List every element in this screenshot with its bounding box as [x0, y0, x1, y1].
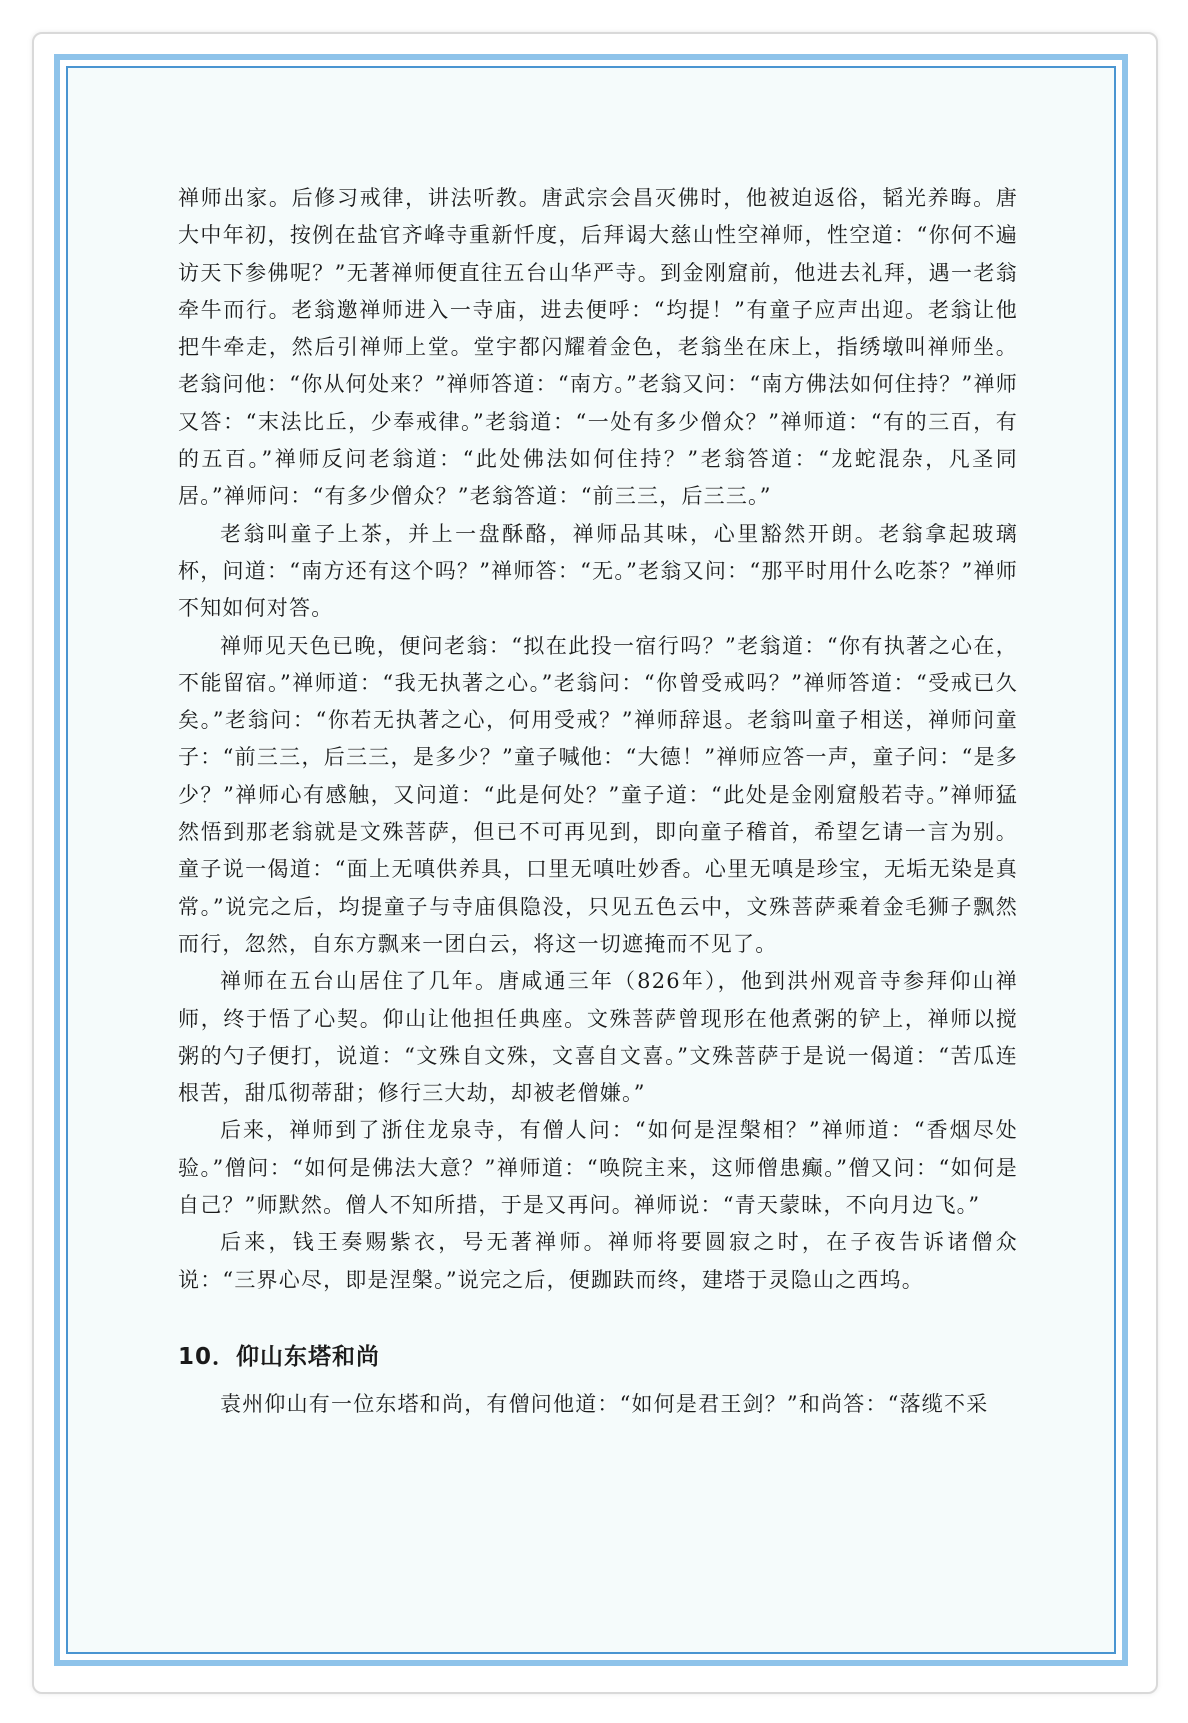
document-body: [178, 180, 1018, 1424]
paragraph: 后来，禅师到了浙住龙泉寺，有僧人问：“如何是涅槃相？”禅师道：“香烟尽处验。”僧问：“如何是佛法大意？”禅师道：“唤院主来，这师僧患癫。”僧又问：“如何是自己？”师默然。僧人不知所措，于是又再问。禅师说：“青天蒙昧，不向月边飞。”: [178, 1118, 1018, 1218]
paragraph: 禅师出家。后修习戒律，讲法听教。唐武宗会昌灭佛时，他被迫返俗，韬光养晦。唐大中年初，按例在盐官齐峰寺重新忏度，后拜谒大慈山性空禅师，性空道：“你何不遍访天下参佛呢？”无著禅师便直往五台山华严寺。到金刚窟前，他进去礼拜，遇一老翁牵牛而行。老翁邀禅师进入一寺庙，进去便呼：“均提！”有童子应声出迎。老翁让他把牛牵走，然后引禅师上堂。堂宇都闪耀着金色，老翁坐在床上，指绣墩叫禅师坐。老翁问他：“你从何处来？”禅师答道：“南方。”老翁又问：“南方佛法如何住持？”禅师又答：“末法比丘，少奉戒律。”老翁道：“一处有多少僧众？”禅师道：“有的三百，有的五百。”禅师反问老翁道：“此处佛法如何住持？”老翁答道：“龙蛇混杂，凡圣同居。”禅师问：“有多少僧众？”老翁答道：“前三三，后三三。”: [178, 186, 1018, 509]
paragraph: 禅师在五台山居住了几年。唐咸通三年（826年），他到洪州观音寺参拜仰山禅师，终于悟了心契。仰山让他担任典座。文殊菩萨曾现形在他煮粥的铲上，禅师以搅粥的勺子便打，说道：“文殊自文殊，文喜自文喜。”文殊菩萨于是说一偈道：“苦瓜连根苦，甜瓜彻蒂甜；修行三大劫，却被老僧嫌。”: [178, 969, 1018, 1106]
paragraph: 袁州仰山有一位东塔和尚，有僧问他道：“如何是君王剑？”和尚答：“落缆不采: [220, 1392, 989, 1417]
paragraph: 后来，钱王奏赐紫衣，号无著禅师。禅师将要圆寂之时，在子夜告诉诸僧众说：“三界心尽，即是涅槃。”说完之后，便跏趺而终，建塔于灵隐山之西坞。: [178, 1230, 1018, 1292]
paragraph: 禅师见天色已晚，便问老翁：“拟在此投一宿行吗？”老翁道：“你有执著之心在，不能留宿。”禅师道：“我无执著之心。”老翁问：“你曾受戒吗？”禅师答道：“受戒已久矣。”老翁问：“你若无执著之心，何用受戒？”禅师辞退。老翁叫童子相送，禅师问童子：“前三三，后三三，是多少？”童子喊他：“大德！”禅师应答一声，童子问：“是多少？”禅师心有感触，又问道：“此是何处？”童子道：“此处是金刚窟般若寺。”禅师猛然悟到那老翁就是文殊菩萨，但已不可再见到，即向童子稽首，希望乞请一言为别。童子说一偈道：“面上无嗔供养具，口里无嗔吐妙香。心里无嗔是珍宝，无垢无染是真常。”说完之后，均提童子与寺庙俱隐没，只见五色云中，文殊菩萨乘着金毛狮子飘然而行，忽然，自东方飘来一团白云，将这一切遮掩而不见了。: [178, 633, 1018, 956]
section-heading: 10．仰山东塔和尚: [178, 1343, 381, 1370]
paragraph: 老翁叫童子上茶，并上一盘酥酪，禅师品其味，心里豁然开朗。老翁拿起玻璃杯，问道：“南方还有这个吗？”禅师答：“无。”老翁又问：“那平时用什么吃茶？”禅师不知如何对答。: [178, 521, 1018, 621]
